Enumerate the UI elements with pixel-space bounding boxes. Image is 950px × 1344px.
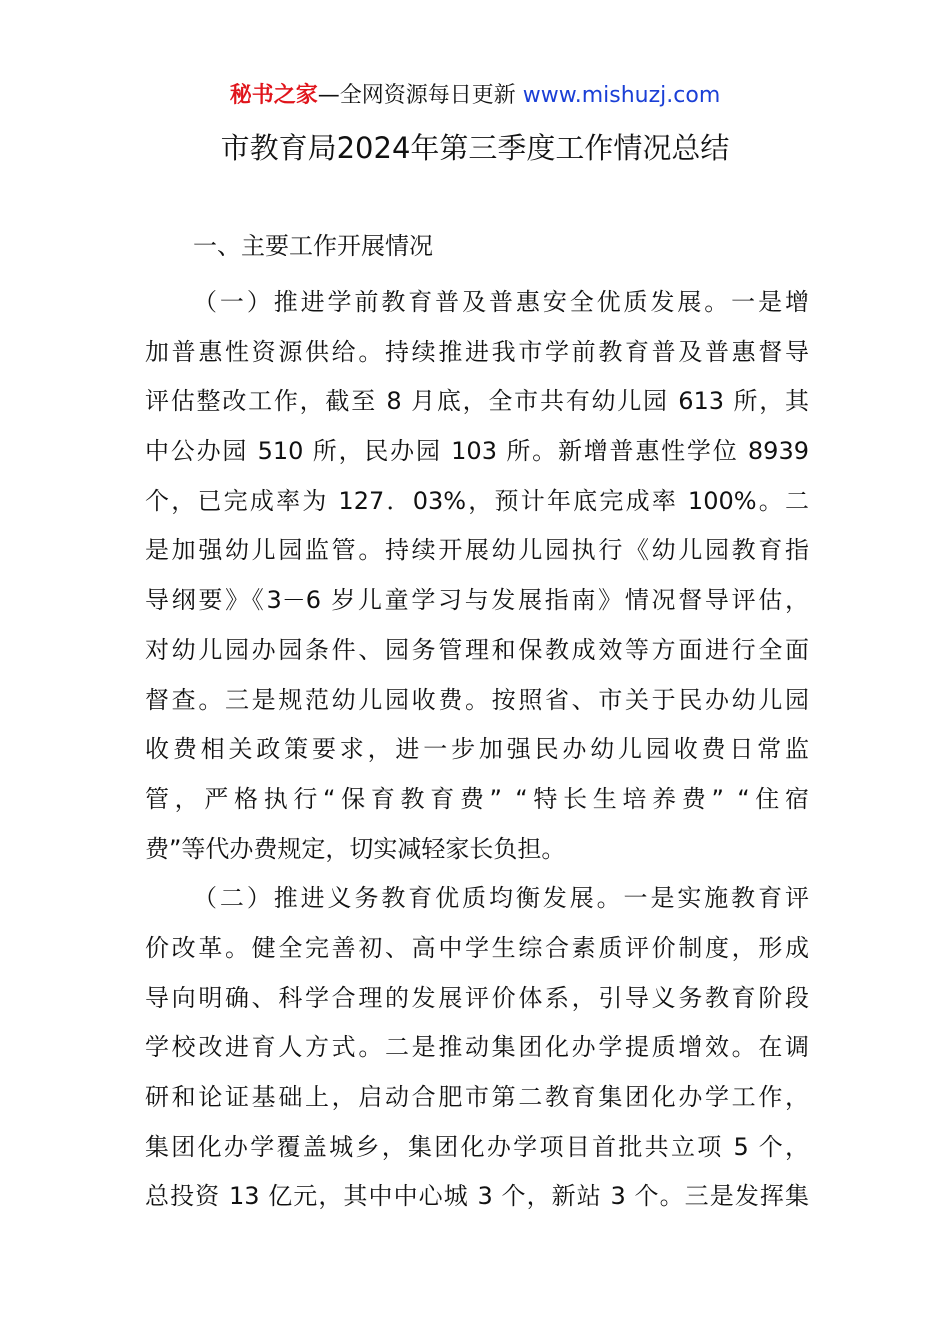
paragraph-line: 中公办园 510 所，民办园 103 所。新增普惠性学位 8939 — [145, 437, 809, 466]
paragraph-line: 研和论证基础上，启动合肥市第二教育集团化办学工作， — [145, 1083, 809, 1111]
paragraph-line: 是加强幼儿园监管。持续开展幼儿园执行《幼儿园教育指 — [145, 536, 809, 565]
paragraph-line: 管，严格执行“保育教育费” “特长生培养费” “住宿 — [145, 784, 809, 813]
site-banner — [0, 80, 950, 112]
paragraph-line: 个，已完成率为 127．03%，预计年底完成率 100%。二 — [145, 486, 809, 515]
paragraph-line: 评估整改工作，截至 8 月底，全市共有幼儿园 613 所，其 — [145, 387, 809, 416]
brand-name: 秘书之家 — [229, 83, 318, 108]
document-body — [145, 278, 809, 1222]
paragraph-line: 加普惠性资源供给。持续推进我市学前教育普及普惠督导 — [145, 337, 809, 366]
paragraph-line: 价改革。健全完善初、高中学生综合素质评价制度，形成 — [145, 933, 809, 962]
paragraph-line: 督查。三是规范幼儿园收费。按照省、市关于民办幼儿园 — [145, 685, 809, 714]
paragraph-line: 集团化办学覆盖城乡，集团化办学项目首批共立项 5 个， — [145, 1132, 809, 1161]
banner-tagline: —全网资源每日更新 — [317, 83, 523, 108]
paragraph-compulsory — [145, 874, 809, 1222]
section-heading: 一、主要工作开展情况 — [193, 232, 433, 260]
paragraph-line: 导向明确、科学合理的发展评价体系，引导义务教育阶段 — [145, 983, 809, 1012]
paragraph-line: 对幼儿园办园条件、园务管理和保教成效等方面进行全面 — [145, 635, 809, 664]
paragraph-preschool — [145, 278, 809, 874]
paragraph-line: 收费相关政策要求，进一步加强民办幼儿园收费日常监 — [145, 735, 809, 764]
paragraph-line: 学校改进育人方式。二是推动集团化办学提质增效。在调 — [145, 1033, 809, 1062]
paragraph-line: 导纲要》《3－6 岁儿童学习与发展指南》情况督导评估， — [145, 586, 809, 615]
paragraph-line: （二）推进义务教育优质均衡发展。一是实施教育评 — [193, 884, 809, 913]
paragraph-line: （一）推进学前教育普及普惠安全优质发展。一是增 — [193, 288, 809, 316]
document-title: 市教育局2024年第三季度工作情况总结 — [220, 131, 730, 165]
site-url-link[interactable]: www.mishuzj.com — [522, 83, 721, 108]
paragraph-line: 总投资 13 亿元，其中中心城 3 个，新站 3 个。三是发挥集 — [145, 1182, 809, 1211]
paragraph-line: 费”等代办费规定，切实减轻家长负担。 — [145, 834, 566, 863]
